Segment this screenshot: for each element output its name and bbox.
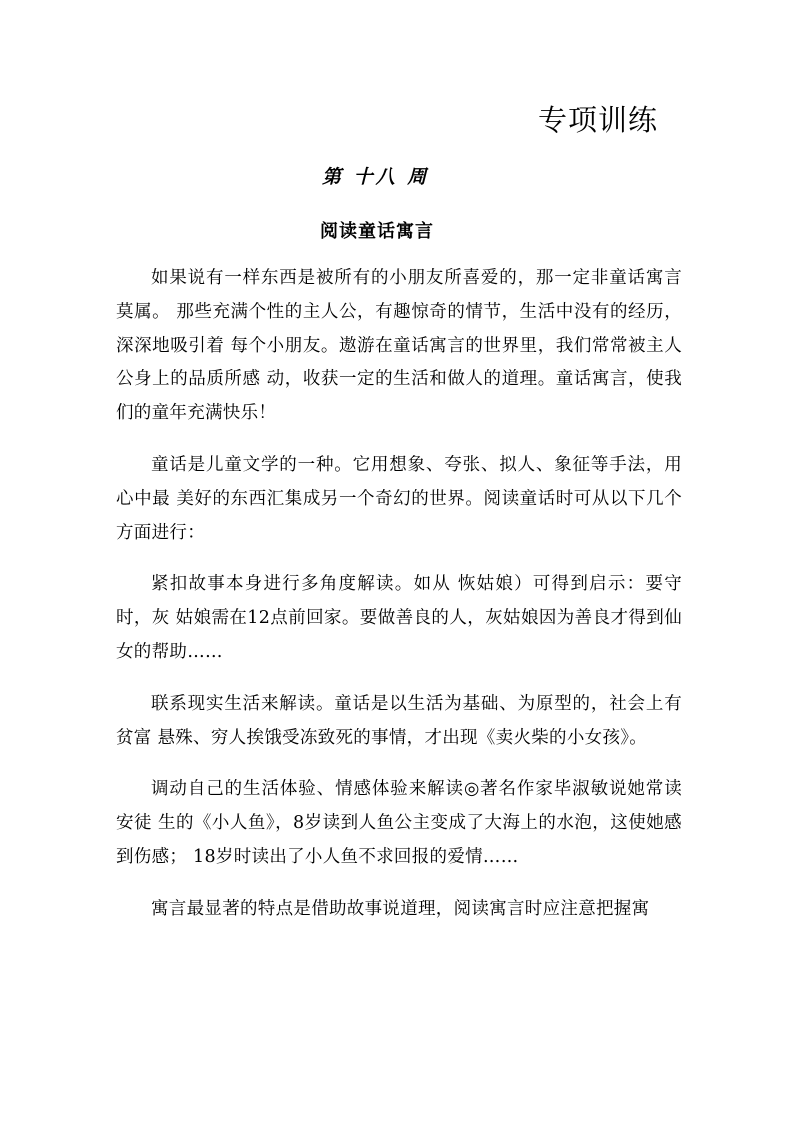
paragraph-method-reality: 联系现实生活来解读。童话是以生活为基础、为原型的，社会上有贫富 悬殊、穷人挨饿受冻致死的事情，才出现《卖火柴的小女孩》。: [116, 693, 682, 748]
week-heading: 第 十八 周: [322, 166, 430, 188]
paragraph-fable: 寓言最显著的特点是借助故事说道理，阅读寓言时应注意把握寓: [151, 898, 650, 919]
paragraph-method-experience: 调动自己的生活体验、情感体验来解读◎著名作家毕淑敏说她常读安徒 生的《小人鱼》，8岁读到人鱼公主变成了大海上的水泡，这使她感到伤感； 18岁时读出了小人鱼不求回报的爱情……: [116, 779, 682, 867]
paragraph-fairy-tale-definition: 童话是儿童文学的一种。它用想象、夸张、拟人、象征等手法，用心中最 美好的东西汇集成另一个奇幻的世界。阅读童话时可从以下几个方面进行：: [116, 454, 682, 543]
document-title: 专项训练: [538, 103, 659, 137]
body-text: [116, 262, 682, 945]
paragraph-method-story: 紧扣故事本身进行多角度解读。如从 恢姑娘）可得到启示：要守时，灰 姑娘需在12点前回家。要做善良的人，灰姑娘因为善良才得到仙女的帮助……: [116, 574, 682, 662]
section-heading: 阅读童话寓言: [320, 221, 434, 242]
paragraph-intro: 如果说有一样东西是被所有的小朋友所喜爱的，那一定非童话寓言莫属。 那些充满个性的主人公，有趣惊奇的情节，生活中没有的经历，深深地吸引着 每个小朋友。遨游在童话寓言的世界里，我们常常被主人公身上的品质所感 动，收获一定的生活和做人的道理。童话寓言，使我们的童年充满快乐！: [116, 268, 682, 424]
